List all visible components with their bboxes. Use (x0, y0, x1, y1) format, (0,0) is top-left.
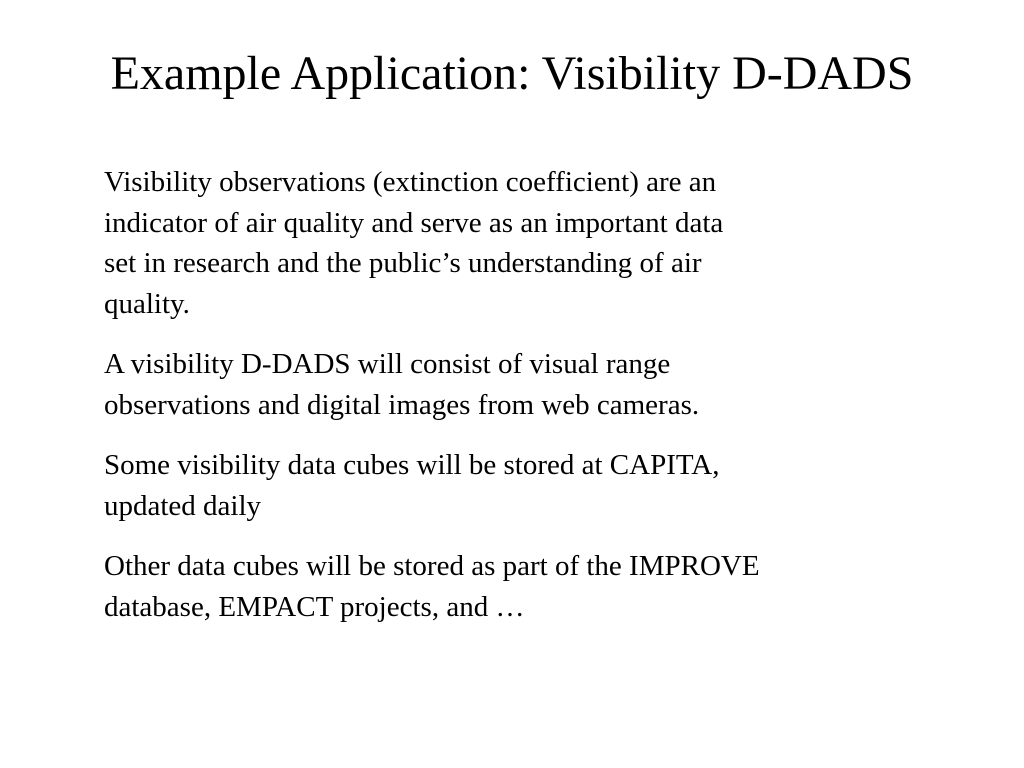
slide-title: Example Application: Visibility D-DADS (110, 47, 914, 100)
text-line: A visibility D-DADS will consist of visual range (104, 348, 671, 380)
text-line: indicator of air quality and serve as an important data (104, 206, 724, 239)
paragraph-other-storage (104, 546, 894, 627)
paragraph-d-dads-contents (104, 344, 894, 425)
paragraph-visibility-observations (104, 162, 894, 324)
paragraph-capita-storage (104, 445, 894, 526)
text-line: set in research and the public’s understanding of air (104, 247, 702, 279)
text-line: Visibility observations (extinction coefficient) are an (104, 166, 717, 198)
text-line: observations and digital images from web cameras. (104, 388, 700, 421)
slide-body (104, 162, 894, 647)
text-line: updated daily (104, 489, 262, 522)
text-line: Other data cubes will be stored as part of the IMPROVE (104, 550, 760, 582)
text-line: quality. (104, 287, 190, 320)
text-line: database, EMPACT projects, and … (104, 590, 525, 623)
text-line: Some visibility data cubes will be stored at CAPITA, (104, 449, 720, 481)
